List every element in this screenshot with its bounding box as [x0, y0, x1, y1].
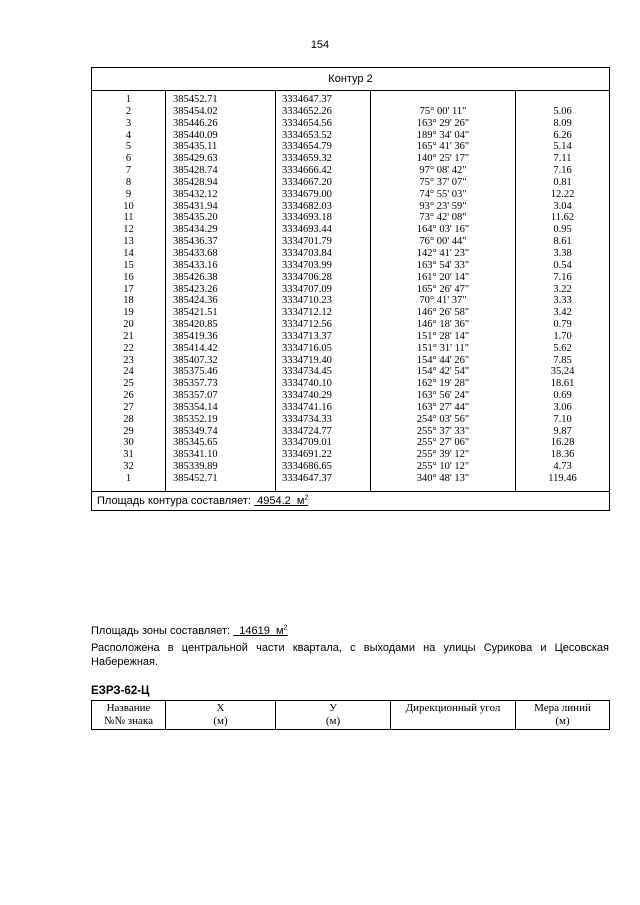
- coord-x: 385345.65: [173, 437, 218, 449]
- line-length: 3.04: [553, 200, 572, 212]
- line-length: 0.95: [553, 224, 572, 236]
- coord-x: 385432.12: [173, 188, 218, 200]
- direction-angle: 151° 31' 11": [417, 342, 469, 354]
- contour-area-label: Площадь контура составляет:: [97, 494, 251, 507]
- zone-area-unit-sup: 2: [283, 624, 288, 632]
- coord-y: 3334654.56: [282, 117, 332, 129]
- coord-y: 3334710.23: [282, 295, 332, 307]
- line-length: 5.14: [553, 141, 572, 153]
- direction-angle: 254° 03' 56": [416, 413, 470, 425]
- direction-angle: 163° 56' 24": [416, 390, 470, 402]
- line-length: 9.87: [553, 425, 572, 437]
- coord-x: 385435.11: [173, 141, 218, 153]
- page-number: 154: [310, 39, 330, 51]
- coord-x: 385434.29: [173, 224, 218, 236]
- direction-angle: 146° 18' 36": [416, 319, 470, 331]
- point-number: 12: [123, 224, 134, 236]
- coord-y: 3334647.37: [282, 473, 332, 484]
- point-number: 31: [123, 449, 134, 461]
- point-number: 1: [125, 94, 132, 105]
- coord-x: 385339.89: [173, 461, 218, 473]
- point-number: 6: [125, 153, 132, 165]
- header-x: X (м): [166, 701, 276, 730]
- direction-angle: [371, 94, 515, 106]
- line-length: 1.70: [553, 330, 572, 342]
- point-number: 32: [123, 461, 134, 473]
- coord-x: 385436.37: [173, 236, 218, 248]
- point-number: 15: [123, 259, 134, 271]
- coord-x: 385429.63: [173, 153, 218, 165]
- header-point-name: Название №№ знака: [92, 701, 166, 730]
- coord-y: 3334734.33: [282, 413, 332, 425]
- zone-area-label: Площадь зоны составляет:: [91, 625, 231, 637]
- direction-angle: 340° 48' 13": [416, 473, 470, 484]
- zone-code: ЕЗРЗ-62-Ц: [91, 685, 150, 697]
- coord-y: 3334647.37: [282, 94, 332, 105]
- point-number: 16: [123, 271, 134, 283]
- coord-x: 385341.10: [173, 449, 218, 461]
- coord-x: 385433.68: [173, 247, 218, 259]
- line-length: 18.61: [550, 378, 575, 390]
- line-length: 8.61: [553, 236, 572, 248]
- direction-angle: 163° 29' 26": [416, 117, 470, 129]
- contour-area-value-group: [254, 495, 308, 507]
- coord-x: 385452.71: [173, 473, 218, 484]
- coord-x: 385428.94: [173, 176, 218, 188]
- point-number: 27: [123, 401, 134, 413]
- coord-y: 3334709.01: [282, 437, 332, 449]
- direction-angle: 163° 27' 44": [416, 401, 470, 413]
- line-length: 3.38: [553, 247, 572, 259]
- direction-angle: 75° 00' 11": [419, 105, 467, 117]
- point-number: 10: [123, 200, 134, 212]
- direction-angle: 255° 27' 06": [416, 437, 470, 449]
- coord-y: 3334693.44: [282, 224, 332, 236]
- zone-area-unit: м: [276, 625, 284, 637]
- line-length: 18.36: [550, 449, 575, 461]
- coord-y: 3334703.99: [282, 259, 332, 271]
- coord-y: 3334712.56: [282, 319, 332, 331]
- point-number: 22: [123, 342, 134, 354]
- point-number: 2: [125, 105, 132, 117]
- coord-y: 3334707.09: [282, 283, 332, 295]
- direction-angle: 164° 03' 16": [416, 224, 470, 236]
- line-length: 35.24: [550, 366, 575, 378]
- coord-x: 385420.85: [173, 319, 218, 331]
- coord-y: 3334666.42: [282, 165, 332, 177]
- direction-angle: 154° 44' 26": [416, 354, 470, 366]
- coord-x: 385454.02: [173, 105, 218, 117]
- column-line-length: [516, 91, 610, 492]
- line-length: 3.33: [553, 295, 572, 307]
- direction-angle: 255° 39' 12": [416, 449, 470, 461]
- point-number: 5: [125, 141, 132, 153]
- coord-y: 3334719.40: [282, 354, 332, 366]
- line-length: 0.54: [553, 259, 572, 271]
- header-line-length: Мера линий (м): [516, 701, 610, 730]
- contour-data-body: [92, 91, 610, 492]
- direction-angle: 151° 28' 14": [416, 330, 470, 342]
- direction-angle: 70° 41' 37": [419, 295, 467, 307]
- point-number: 23: [123, 354, 134, 366]
- line-length: 8.09: [553, 117, 572, 129]
- coord-x: 385414.42: [173, 342, 218, 354]
- direction-angle: 165° 26' 47": [416, 283, 470, 295]
- direction-angle: 162° 19' 28": [416, 378, 470, 390]
- coord-y: 3334652.26: [282, 105, 332, 117]
- coord-y: 3334693.18: [282, 212, 332, 224]
- coord-x: 385431.94: [173, 200, 218, 212]
- direction-angle: 76° 00' 44": [419, 236, 467, 248]
- direction-angle: 97° 08' 42": [419, 165, 467, 177]
- direction-angle: 189° 34' 04": [416, 129, 470, 141]
- coord-x: 385452.71: [173, 94, 218, 105]
- direction-angle: 74° 55' 03": [419, 188, 467, 200]
- point-number: 19: [123, 307, 134, 319]
- direction-angle: 142° 41' 23": [416, 247, 470, 259]
- zone-area-value: 14619: [239, 625, 270, 637]
- coord-y: 3334740.10: [282, 378, 332, 390]
- coord-y: 3334712.12: [282, 307, 332, 319]
- contour-area-unit: м: [296, 494, 305, 507]
- direction-angle: 75° 37' 07": [419, 176, 467, 188]
- line-length: 0.69: [553, 390, 572, 402]
- direction-angle: 146° 26' 58": [416, 307, 470, 319]
- line-length: 7.85: [553, 354, 572, 366]
- coord-y: 3334686.65: [282, 461, 332, 473]
- point-number: 20: [123, 319, 134, 331]
- header-direction-angle: Дирекционный угол: [391, 701, 516, 730]
- coord-x: 385357.73: [173, 378, 218, 390]
- point-number: 14: [123, 247, 134, 259]
- direction-angle: 255° 10' 12": [416, 461, 470, 473]
- contour-area-unit-sup: 2: [304, 494, 309, 502]
- contour-area: [92, 491, 610, 510]
- coord-y: 3334659.32: [282, 153, 332, 165]
- line-length: 16.28: [550, 437, 575, 449]
- coord-y: 3334706.28: [282, 271, 332, 283]
- coord-y: 3334734.45: [282, 366, 332, 378]
- direction-angle: 140° 25' 17": [416, 153, 470, 165]
- column-x: [166, 91, 276, 492]
- point-number: 26: [123, 390, 134, 402]
- contour-area-value: 4954.2: [257, 494, 291, 507]
- line-length: 0.81: [553, 176, 572, 188]
- coord-x: 385424.36: [173, 295, 218, 307]
- coord-x: 385357.07: [173, 390, 218, 402]
- column-y: [276, 91, 371, 492]
- coord-x: 385426.38: [173, 271, 218, 283]
- point-number: 1: [125, 473, 132, 484]
- coord-y: 3334691.22: [282, 449, 332, 461]
- coord-x: 385354.14: [173, 401, 218, 413]
- point-number: 11: [123, 212, 134, 224]
- point-number: 13: [123, 236, 134, 248]
- coord-x: 385421.51: [173, 307, 218, 319]
- coord-x: 385446.26: [173, 117, 218, 129]
- direction-angle: 73° 42' 08": [419, 212, 467, 224]
- coord-x: 385435.20: [173, 212, 218, 224]
- point-number: 30: [123, 437, 134, 449]
- zone-description: Расположена в центральной части квартала, с выходами на улицы Сурикова и Цесовская Набережная.: [91, 642, 609, 668]
- coord-y: 3334713.37: [282, 330, 332, 342]
- line-length: 7.10: [553, 413, 572, 425]
- line-length: 3.06: [553, 401, 572, 413]
- direction-angle: 93° 23' 59": [419, 200, 467, 212]
- coord-y: 3334741.16: [282, 401, 332, 413]
- coord-x: 385419.36: [173, 330, 218, 342]
- line-length: 12.22: [550, 188, 575, 200]
- point-number: 8: [125, 176, 132, 188]
- coord-y: 3334667.20: [282, 176, 332, 188]
- line-length: [516, 94, 609, 106]
- point-number: 28: [123, 413, 134, 425]
- column-direction-angle: [371, 91, 516, 492]
- line-length: 6.26: [553, 129, 572, 141]
- coord-y: 3334716.05: [282, 342, 332, 354]
- contour-title: Контур 2: [92, 68, 610, 91]
- line-length: 119.46: [548, 473, 577, 484]
- line-length: 11.62: [550, 212, 575, 224]
- coord-y: 3334701.79: [282, 236, 332, 248]
- point-number: 3: [125, 117, 132, 129]
- direction-angle: 154° 42' 54": [416, 366, 470, 378]
- coord-x: 385440.09: [173, 129, 218, 141]
- next-coordinates-table-header: [91, 700, 610, 730]
- coord-y: 3334724.77: [282, 425, 332, 437]
- coord-y: 3334682.03: [282, 200, 332, 212]
- point-number: 4: [125, 129, 132, 141]
- header-y: У (м): [276, 701, 391, 730]
- point-number: 17: [123, 283, 134, 295]
- coord-y: 3334740.29: [282, 390, 332, 402]
- line-length: 3.42: [553, 307, 572, 319]
- zone-area: [91, 625, 287, 637]
- coord-x: 385352.19: [173, 413, 218, 425]
- line-length: 4.73: [553, 461, 572, 473]
- coord-y: 3334679.00: [282, 188, 332, 200]
- coord-y: 3334654.79: [282, 141, 332, 153]
- coord-x: 385375.46: [173, 366, 218, 378]
- point-number: 21: [123, 330, 134, 342]
- column-point-number: [92, 91, 166, 492]
- coord-x: 385407.32: [173, 354, 218, 366]
- coord-x: 385349.74: [173, 425, 218, 437]
- line-length: 7.16: [553, 165, 572, 177]
- direction-angle: 163° 54' 33": [416, 259, 470, 271]
- point-number: 25: [123, 378, 134, 390]
- point-number: 9: [125, 188, 132, 200]
- line-length: 7.11: [553, 153, 572, 165]
- direction-angle: 255° 37' 33": [416, 425, 470, 437]
- direction-angle: 161° 20' 14": [416, 271, 470, 283]
- coord-x: 385433.16: [173, 259, 218, 271]
- coord-x: 385428.74: [173, 165, 218, 177]
- point-number: 29: [123, 425, 134, 437]
- point-number: 7: [125, 165, 132, 177]
- zone-area-value-group: [233, 625, 287, 637]
- coord-x: 385423.26: [173, 283, 218, 295]
- line-length: 3.22: [553, 283, 572, 295]
- point-number: 24: [123, 366, 134, 378]
- coord-y: 3334653.52: [282, 129, 332, 141]
- coord-y: 3334703.84: [282, 247, 332, 259]
- line-length: 5.06: [553, 105, 572, 117]
- line-length: 0.79: [553, 319, 572, 331]
- contour-coordinates-table: [91, 67, 610, 511]
- line-length: 5.62: [553, 342, 572, 354]
- line-length: 7.16: [553, 271, 572, 283]
- direction-angle: 165° 41' 36": [416, 141, 470, 153]
- point-number: 18: [123, 295, 134, 307]
